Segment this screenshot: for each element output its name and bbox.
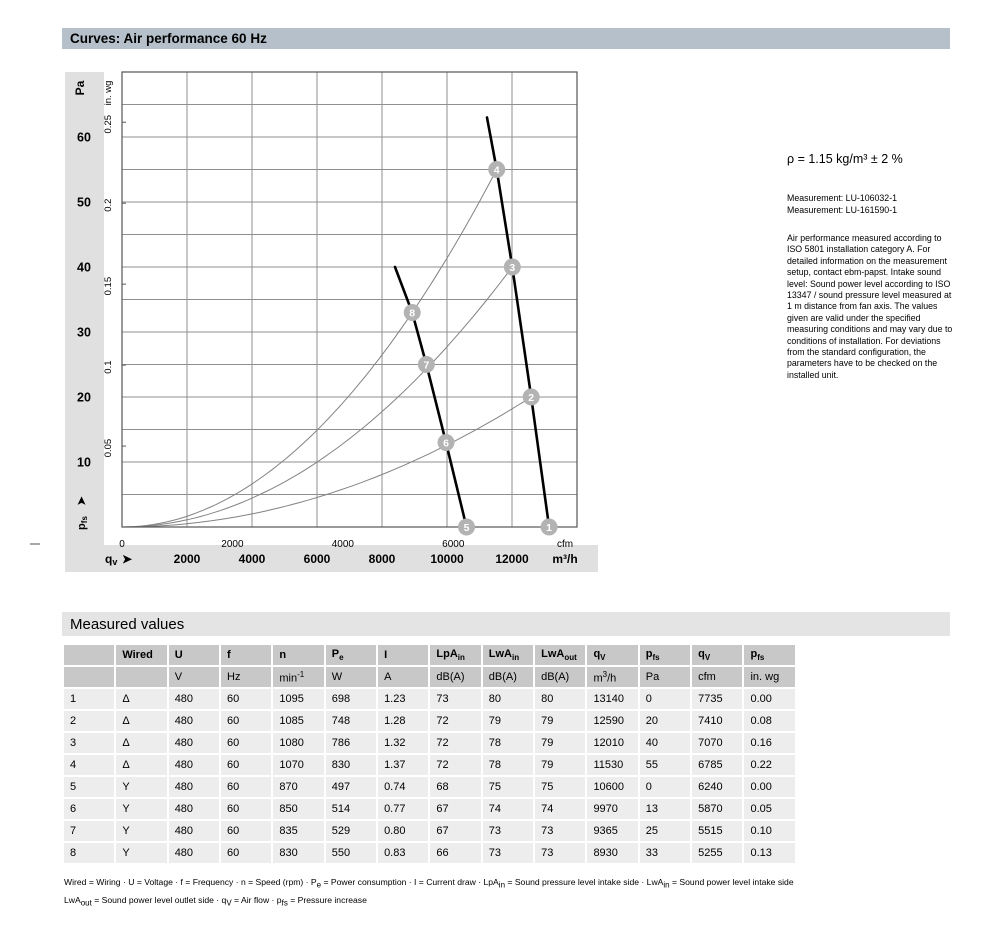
curve-marker-8: [404, 304, 421, 321]
row-number-cell: 5: [64, 777, 114, 797]
value-cell: 74: [483, 799, 533, 819]
value-cell: 13: [640, 799, 690, 819]
column-header: $p_{fs}$: [640, 645, 690, 665]
value-cell: 480: [169, 777, 219, 797]
row-number-cell: 3: [64, 733, 114, 753]
value-cell: 9970: [587, 799, 637, 819]
curve-marker-5: [458, 519, 475, 536]
y-axis-label-pa: 20: [77, 390, 91, 405]
row-number-cell: 8: [64, 843, 114, 863]
svg-text:4: 4: [493, 164, 500, 177]
value-cell: 1.32: [378, 733, 428, 753]
value-cell: 79: [535, 733, 585, 753]
value-cell: 20: [640, 711, 690, 731]
column-unit: dB(A): [483, 667, 533, 687]
value-cell: 1.23: [378, 689, 428, 709]
margin-dash: [30, 543, 40, 545]
value-cell: 60: [221, 777, 271, 797]
abbreviation-footnote: [64, 875, 964, 910]
column-unit: Pa: [640, 667, 690, 687]
value-cell: 73: [483, 843, 533, 863]
value-cell: 0: [640, 777, 690, 797]
value-cell: 7735: [692, 689, 742, 709]
column-unit: dB(A): [535, 667, 585, 687]
value-cell: 480: [169, 799, 219, 819]
value-cell: 6240: [692, 777, 742, 797]
measurement-ref-1: Measurement: LU-106032-1: [787, 193, 898, 203]
y-axis-label-inwg: 0.05: [103, 438, 114, 458]
value-cell: 67: [430, 799, 480, 819]
value-cell: Δ: [116, 733, 166, 753]
table-units-row: [64, 667, 795, 687]
value-cell: 40: [640, 733, 690, 753]
value-cell: 55: [640, 755, 690, 775]
value-cell: 1080: [273, 733, 323, 753]
value-cell: 0: [640, 689, 690, 709]
y-axis-unit-inwg: in. wg: [103, 80, 114, 106]
value-cell: 1095: [273, 689, 323, 709]
x-axis-label-m3h: 12000: [495, 552, 529, 566]
value-cell: 0.05: [744, 799, 795, 819]
value-cell: 5255: [692, 843, 742, 863]
value-cell: Y: [116, 843, 166, 863]
value-cell: 72: [430, 733, 480, 753]
value-cell: 68: [430, 777, 480, 797]
value-cell: 13140: [587, 689, 637, 709]
value-cell: 0.83: [378, 843, 428, 863]
column-header: LpA$_{in}$: [430, 645, 480, 665]
table-row: [64, 843, 795, 863]
column-header: $P_e$: [326, 645, 376, 665]
value-cell: 1.28: [378, 711, 428, 731]
value-cell: 60: [221, 755, 271, 775]
row-number-cell: 1: [64, 689, 114, 709]
value-cell: 514: [326, 799, 376, 819]
value-cell: 480: [169, 843, 219, 863]
value-cell: 0.80: [378, 821, 428, 841]
value-cell: 480: [169, 755, 219, 775]
y-axis-label-pa: 50: [77, 195, 91, 210]
value-cell: Y: [116, 777, 166, 797]
curve-marker-1: [541, 519, 558, 536]
svg-text:7: 7: [423, 359, 430, 372]
value-cell: 79: [483, 711, 533, 731]
column-unit: in. wg: [744, 667, 795, 687]
column-header: f: [221, 645, 271, 665]
section-title: Curves: Air performance 60 Hz: [70, 31, 267, 46]
value-cell: Y: [116, 799, 166, 819]
svg-text:5: 5: [463, 521, 470, 534]
value-cell: 79: [535, 711, 585, 731]
column-header: I: [378, 645, 428, 665]
value-cell: 12010: [587, 733, 637, 753]
value-cell: 497: [326, 777, 376, 797]
value-cell: 79: [535, 755, 585, 775]
table-row: [64, 799, 795, 819]
table-row: [64, 755, 795, 775]
x-axis-label-cfm: 4000: [331, 539, 354, 550]
value-cell: 60: [221, 689, 271, 709]
value-cell: 80: [535, 689, 585, 709]
column-unit: $\min^{-1}$: [273, 667, 323, 687]
x-axis-label-m3h: 2000: [173, 552, 201, 566]
value-cell: 0.77: [378, 799, 428, 819]
value-cell: 480: [169, 733, 219, 753]
value-cell: Y: [116, 821, 166, 841]
column-unit: V: [169, 667, 219, 687]
value-cell: 78: [483, 733, 533, 753]
y-axis-flow-label-pfs: pfs: [76, 516, 89, 530]
column-header: U: [169, 645, 219, 665]
measurement-ref-2: Measurement: LU-161590-1: [787, 205, 898, 215]
value-cell: 67: [430, 821, 480, 841]
curve-marker-4: [488, 161, 505, 178]
value-cell: 12590: [587, 711, 637, 731]
x-axis-label-m3h: 10000: [430, 552, 464, 566]
x-axis-label-m3h: 6000: [303, 552, 331, 566]
table-header-row: [64, 645, 795, 665]
section-header-curves: [62, 28, 950, 49]
row-number-cell: 6: [64, 799, 114, 819]
value-cell: 698: [326, 689, 376, 709]
value-cell: 1070: [273, 755, 323, 775]
table-row: [64, 711, 795, 731]
y-axis-label-inwg: 0.15: [103, 276, 114, 296]
x-axis-unit-cfm: cfm: [556, 539, 574, 550]
table-row: [64, 777, 795, 797]
value-cell: 830: [326, 755, 376, 775]
footnote-line-2: LwA$_{out}$ = Sound power level outlet side · $q_V$ = Air flow · $p_{fs}$ = Pressure increase: [64, 894, 367, 908]
value-cell: 550: [326, 843, 376, 863]
table-row: [64, 821, 795, 841]
svg-text:1: 1: [546, 521, 552, 534]
column-header: Wired: [116, 645, 166, 665]
value-cell: Δ: [116, 755, 166, 775]
column-unit: cfm: [692, 667, 742, 687]
value-cell: 75: [483, 777, 533, 797]
curve-marker-6: [438, 434, 455, 451]
x-axis-label-cfm: 0: [119, 539, 125, 550]
value-cell: 74: [535, 799, 585, 819]
value-cell: Δ: [116, 689, 166, 709]
svg-text:2: 2: [528, 391, 535, 404]
value-cell: 66: [430, 843, 480, 863]
column-unit: dB(A): [430, 667, 480, 687]
value-cell: 830: [273, 843, 323, 863]
value-cell: 835: [273, 821, 323, 841]
column-unit: [64, 667, 114, 687]
x-axis-arrow-icon: ➤: [122, 552, 133, 566]
row-number-cell: 7: [64, 821, 114, 841]
column-header: $q_V$: [692, 645, 742, 665]
column-header: $q_V$: [587, 645, 637, 665]
footnote-line-1: Wired = Wiring · U = Voltage · f = Frequency · n = Speed $(rpm) \cdot P_e$ = Power consumption · I = Current draw · LpA$_{in}$ = Sound pressure level intake side · LwA$_{in}$ = Sound power level intake side: [64, 877, 794, 890]
value-cell: 850: [273, 799, 323, 819]
y-axis-label-pa: 10: [77, 455, 91, 470]
y-axis-label-inwg: 0.25: [103, 114, 114, 134]
row-number-cell: 2: [64, 711, 114, 731]
value-cell: 60: [221, 821, 271, 841]
value-cell: 480: [169, 821, 219, 841]
x-axis-flow-label-qv: qv: [105, 552, 118, 567]
column-header: $p_{fs}$: [744, 645, 795, 665]
value-cell: 25: [640, 821, 690, 841]
air-density-note: ρ = 1.15 kg/m³ ± 2 %: [787, 152, 903, 166]
value-cell: 78: [483, 755, 533, 775]
column-unit: W: [326, 667, 376, 687]
value-cell: 5870: [692, 799, 742, 819]
value-cell: 529: [326, 821, 376, 841]
value-cell: 72: [430, 755, 480, 775]
curve-marker-2: [523, 389, 540, 406]
value-cell: 73: [535, 843, 585, 863]
value-cell: 60: [221, 733, 271, 753]
svg-text:8: 8: [409, 307, 416, 320]
measured-values-title: Measured values: [70, 615, 185, 633]
section-header-measured-values: [62, 612, 950, 636]
y-axis-unit-pa: Pa: [73, 80, 87, 96]
column-unit: Hz: [221, 667, 271, 687]
table-row: [64, 689, 795, 709]
x-axis-unit-m3h: m³/h: [552, 552, 578, 566]
value-cell: 1.37: [378, 755, 428, 775]
value-cell: 60: [221, 711, 271, 731]
value-cell: 0.74: [378, 777, 428, 797]
value-cell: 7070: [692, 733, 742, 753]
value-cell: 0.22: [744, 755, 795, 775]
column-unit: A: [378, 667, 428, 687]
curve-marker-7: [418, 356, 435, 373]
measurement-conditions-paragraph: Air performance measured according to ISO 5801 installation category A. For detailed information on the measurement setup, contact ebm-papst. Intake sound level: Sound power level according to ISO 13347 / sound pressure level measured at 1 m distance from fan axis. The values given are valid under the specified measuring conditions and may vary due to conditions of installation. For deviations from the standard configuration, the parameters have to be checked on the installed unit.: [787, 233, 953, 380]
value-cell: 60: [221, 799, 271, 819]
column-unit: [116, 667, 166, 687]
y-axis-label-pa: 30: [77, 325, 91, 340]
value-cell: 748: [326, 711, 376, 731]
column-header: n: [273, 645, 323, 665]
value-cell: 60: [221, 843, 271, 863]
y-axis-label-inwg: 0.1: [103, 360, 114, 374]
x-axis-label-m3h: 4000: [238, 552, 266, 566]
y-axis-label-inwg: 0.2: [103, 198, 114, 212]
column-header: [64, 645, 114, 665]
table-row: [64, 733, 795, 753]
y-axis-label-pa: 60: [77, 130, 91, 145]
measured-values-table: [62, 643, 797, 865]
value-cell: 73: [430, 689, 480, 709]
chart-notes: [787, 152, 955, 381]
value-cell: 8930: [587, 843, 637, 863]
curve-marker-3: [504, 259, 521, 276]
value-cell: 480: [169, 711, 219, 731]
value-cell: 0.00: [744, 777, 795, 797]
column-header: LwA$_{out}$: [535, 645, 585, 665]
value-cell: 75: [535, 777, 585, 797]
value-cell: 7410: [692, 711, 742, 731]
value-cell: 73: [535, 821, 585, 841]
air-performance-chart: [62, 60, 600, 580]
value-cell: 72: [430, 711, 480, 731]
value-cell: 9365: [587, 821, 637, 841]
column-header: LwA$_{in}$: [483, 645, 533, 665]
value-cell: 0.13: [744, 843, 795, 863]
value-cell: 0.16: [744, 733, 795, 753]
value-cell: 5515: [692, 821, 742, 841]
value-cell: 6785: [692, 755, 742, 775]
value-cell: 0.08: [744, 711, 795, 731]
column-unit: $m^3/h$: [587, 667, 637, 687]
value-cell: 73: [483, 821, 533, 841]
value-cell: 80: [483, 689, 533, 709]
value-cell: 0.00: [744, 689, 795, 709]
value-cell: 33: [640, 843, 690, 863]
x-axis-label-cfm: 6000: [442, 539, 465, 550]
svg-text:6: 6: [443, 437, 449, 450]
value-cell: 870: [273, 777, 323, 797]
y-axis-arrow-icon: ➤: [76, 496, 88, 506]
svg-text:3: 3: [509, 261, 516, 274]
value-cell: 10600: [587, 777, 637, 797]
value-cell: 0.10: [744, 821, 795, 841]
value-cell: Δ: [116, 711, 166, 731]
value-cell: 786: [326, 733, 376, 753]
value-cell: 1085: [273, 711, 323, 731]
value-cell: 480: [169, 689, 219, 709]
value-cell: 11530: [587, 755, 637, 775]
x-axis-label-m3h: 8000: [368, 552, 396, 566]
row-number-cell: 4: [64, 755, 114, 775]
y-axis-label-pa: 40: [77, 260, 91, 275]
x-axis-label-cfm: 2000: [221, 539, 244, 550]
